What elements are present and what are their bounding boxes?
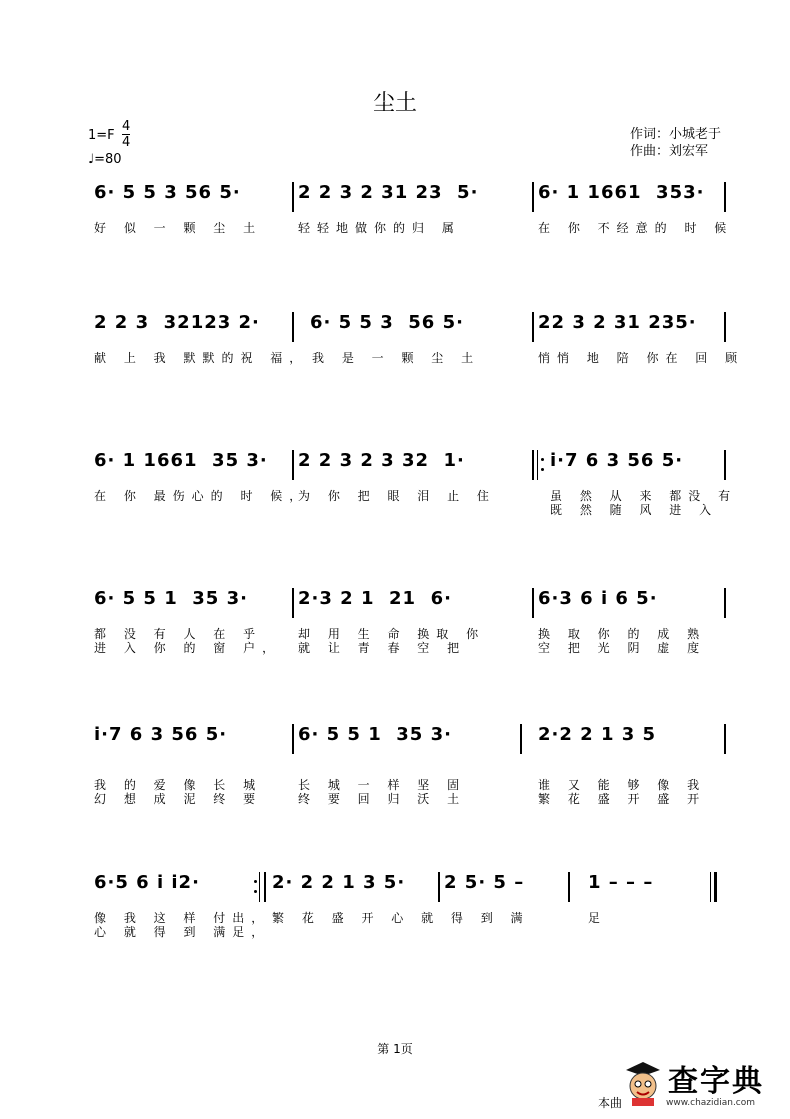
repeat-barline xyxy=(537,450,538,480)
lyric-2-verse2: 终 要 回 归 沃 土 xyxy=(298,792,467,806)
lyric-3: 在 你 不经意的 时 候 xyxy=(538,221,734,235)
watermark-logo xyxy=(598,1056,788,1116)
barline xyxy=(520,724,522,754)
lyric-2-verse2: 就 让 青 春 空 把 xyxy=(298,641,467,655)
barline xyxy=(724,588,726,618)
lyric-3-verse2: 既 然 随 风 进 入 xyxy=(550,503,719,517)
barline xyxy=(292,312,294,342)
bar-3: 22 3 2 31 235· xyxy=(538,312,697,333)
barline xyxy=(724,724,726,754)
bar-1: 2 2 3 32123 2· xyxy=(94,312,260,333)
repeat-dot xyxy=(541,468,544,471)
barline xyxy=(292,182,294,212)
mascot-icon xyxy=(624,1060,662,1106)
barline xyxy=(438,872,440,902)
lyric-1: 好 似 一 颗 尘 土 xyxy=(94,221,263,235)
barline xyxy=(568,872,570,902)
bar-3: 6·3 6 i 6 5· xyxy=(538,588,658,609)
lyric-2: 为 你 把 眼 泪 止 住 xyxy=(298,489,496,503)
lyric-2: 繁 花 盛 开 心 就 得 到 满 xyxy=(272,911,530,925)
repeat-barline xyxy=(259,872,260,902)
time-signature xyxy=(122,119,130,150)
bar-4: 1 – – – xyxy=(588,872,654,893)
lyric-1: 像 我 这 样 付出， xyxy=(94,911,271,925)
bar-3: 2·2 2 1 3 5 xyxy=(538,724,657,745)
bar-2: 2 2 3 2 31 23 5· xyxy=(298,182,479,203)
lyric-1: 我 的 爱 像 长 城 xyxy=(94,778,263,792)
lyric-1: 都 没 有 人 在 乎 xyxy=(94,627,263,641)
lyric-2: 我 是 一 颗 尘 土 xyxy=(312,351,481,365)
bar-1: 6·5 6 i i2· xyxy=(94,872,200,893)
lyric-1: 在 你 最伤心的 时 候， xyxy=(94,489,309,503)
repeat-dot xyxy=(254,880,257,883)
lyric-1-verse2: 进 入 你 的 窗 户， xyxy=(94,641,282,655)
barline xyxy=(532,312,534,342)
lyric-3: 谁 又 能 够 像 我 xyxy=(538,778,707,792)
composer-credit: 作曲：刘宏军 xyxy=(630,144,709,159)
lyric-3-verse2: 繁 花 盛 开 盛 开 xyxy=(538,792,707,806)
lyric-4: 足 xyxy=(588,911,608,925)
barline xyxy=(532,588,534,618)
page-number: 第 1页 xyxy=(377,1042,413,1056)
score-title: 尘土 xyxy=(372,91,417,116)
barline xyxy=(724,450,726,480)
bar-2: 6· 5 5 3 56 5· xyxy=(310,312,464,333)
final-barline-thin xyxy=(710,872,711,902)
final-barline-thick xyxy=(714,872,717,902)
barline xyxy=(724,182,726,212)
barline xyxy=(292,450,294,480)
repeat-dot xyxy=(541,458,544,461)
lyric-2: 长 城 一 样 坚 固 xyxy=(298,778,467,792)
bar-1: i·7 6 3 56 5· xyxy=(94,724,228,745)
bar-3: i·7 6 3 56 5· xyxy=(550,450,684,471)
lyric-1: 献 上 我 默默的祝 福， xyxy=(94,351,309,365)
watermark-brand: 查字典 xyxy=(668,1064,764,1099)
bar-1: 6· 1 1661 35 3· xyxy=(94,450,268,471)
bar-1: 6· 5 5 3 56 5· xyxy=(94,182,241,203)
time-signature-top: 4 xyxy=(122,119,131,134)
watermark-url: www.chazidian.com xyxy=(666,1098,756,1108)
bar-2: 2· 2 2 1 3 5· xyxy=(272,872,406,893)
lyric-3-verse2: 空 把 光 阴 虚 度 xyxy=(538,641,707,655)
lyric-3: 悄悄 地 陪 你在 回 顾 xyxy=(538,351,745,365)
barline xyxy=(532,182,534,212)
bar-3: 6· 1 1661 353· xyxy=(538,182,705,203)
lyric-3: 虽 然 从 来 都没 有 xyxy=(550,489,738,503)
barline xyxy=(292,724,294,754)
lyric-2: 轻轻地做你的归 属 xyxy=(298,221,461,235)
barline xyxy=(532,450,534,480)
lyric-2: 却 用 生 命 换取 你 xyxy=(298,627,486,641)
lyric-1-verse2: 幻 想 成 泥 终 要 xyxy=(94,792,263,806)
lyric-3: 换 取 你 的 成 熟 xyxy=(538,627,707,641)
repeat-dot xyxy=(254,890,257,893)
barline xyxy=(292,588,294,618)
barline xyxy=(264,872,266,902)
tempo-marking: ♩=80 xyxy=(88,152,122,167)
watermark-prefix: 本曲 xyxy=(598,1096,623,1110)
lyricist-credit: 作词：小城老于 xyxy=(630,127,722,142)
time-signature-bottom: 4 xyxy=(122,135,131,150)
bar-2: 2·3 2 1 21 6· xyxy=(298,588,452,609)
bar-2: 2 2 3 2 3 32 1· xyxy=(298,450,465,471)
bar-3: 2 5· 5 – xyxy=(444,872,525,893)
lyric-1-verse2: 心 就 得 到 满足， xyxy=(94,925,271,939)
credits xyxy=(630,126,721,160)
key-signature: 1=F xyxy=(88,128,115,143)
bar-1: 6· 5 5 1 35 3· xyxy=(94,588,248,609)
barline xyxy=(724,312,726,342)
bar-2: 6· 5 5 1 35 3· xyxy=(298,724,452,745)
